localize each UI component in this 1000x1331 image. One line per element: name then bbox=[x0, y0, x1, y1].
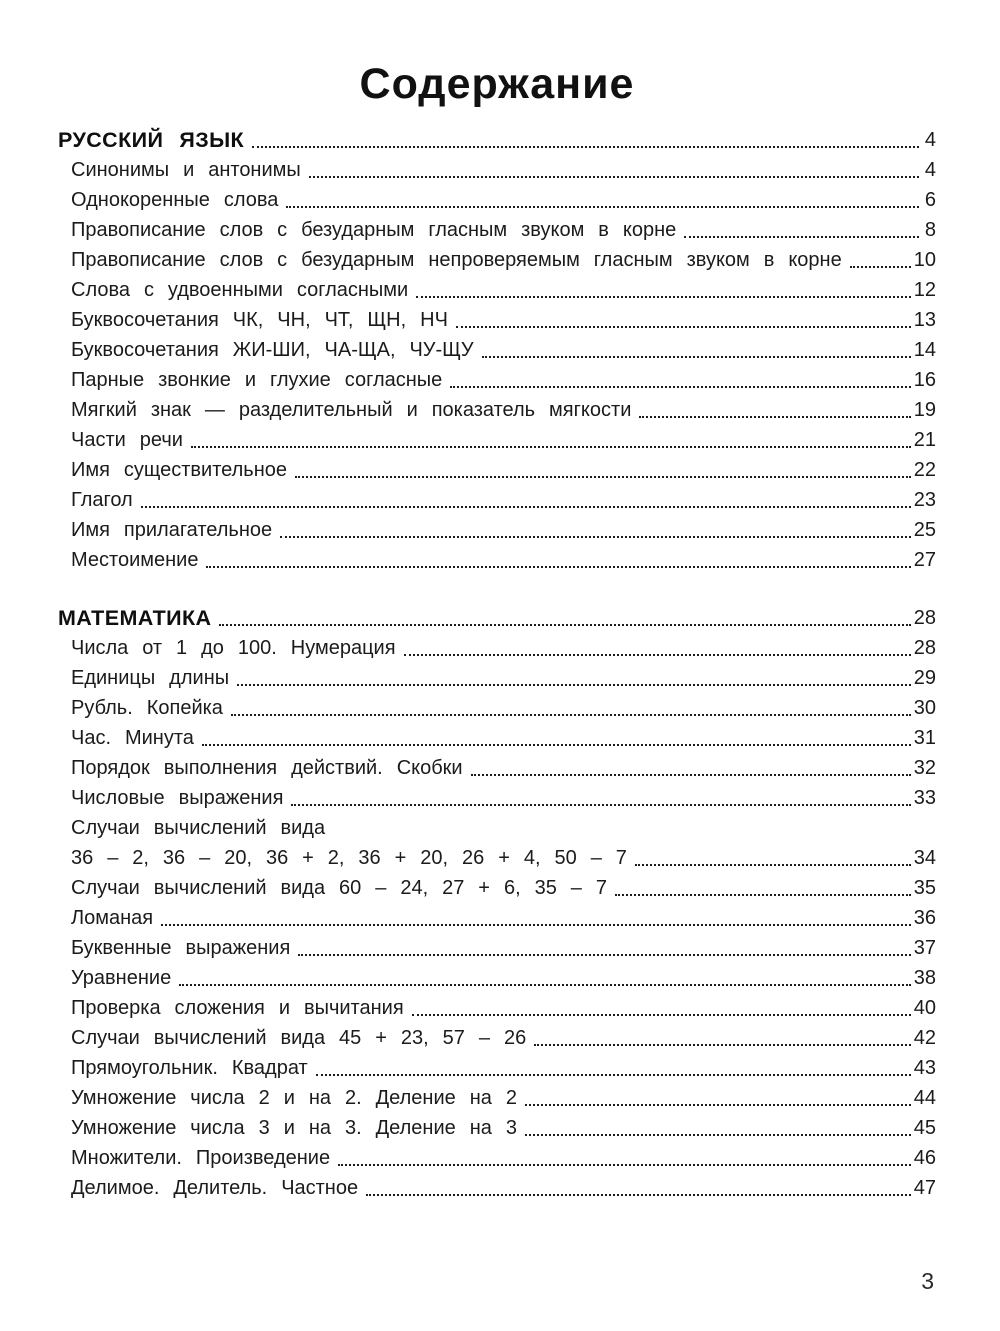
section-header-row bbox=[58, 603, 936, 633]
toc-entry-row bbox=[58, 395, 936, 425]
toc-entry-row bbox=[58, 155, 936, 185]
toc-entry-row bbox=[58, 275, 936, 305]
dot-leader bbox=[237, 684, 911, 686]
dot-leader bbox=[534, 1044, 911, 1046]
entry-page-number: 38 bbox=[913, 967, 936, 989]
dot-leader bbox=[471, 774, 911, 776]
dot-leader bbox=[525, 1134, 911, 1136]
entry-label: Ломаная bbox=[71, 907, 154, 929]
entry-page-number: 23 bbox=[913, 489, 936, 511]
entry-page-number: 31 bbox=[913, 727, 936, 749]
dot-leader bbox=[219, 624, 910, 626]
dot-leader bbox=[206, 566, 910, 568]
entry-label: Числовые выражения bbox=[71, 787, 284, 809]
entry-page-number: 33 bbox=[913, 787, 936, 809]
entry-page-number: 47 bbox=[913, 1177, 936, 1199]
dot-leader bbox=[252, 146, 919, 148]
section-page-number: 28 bbox=[913, 607, 936, 629]
dot-leader bbox=[309, 176, 919, 178]
dot-leader bbox=[202, 744, 911, 746]
dot-leader bbox=[416, 296, 911, 298]
toc-entry-row bbox=[58, 693, 936, 723]
entry-page-number: 6 bbox=[924, 189, 936, 211]
dot-leader bbox=[161, 924, 911, 926]
entry-page-number: 29 bbox=[913, 667, 936, 689]
page-number: 3 bbox=[921, 1268, 934, 1294]
toc-entry-row bbox=[58, 843, 936, 873]
dot-leader bbox=[404, 654, 911, 656]
entry-label: Числа от 1 до 100. Нумерация bbox=[71, 637, 396, 659]
entry-page-number: 45 bbox=[913, 1117, 936, 1139]
entry-page-number: 37 bbox=[913, 937, 936, 959]
toc-entry-row bbox=[58, 1023, 936, 1053]
entry-page-number: 40 bbox=[913, 997, 936, 1019]
dot-leader bbox=[366, 1194, 911, 1196]
dot-leader bbox=[298, 954, 910, 956]
entry-page-number: 8 bbox=[924, 219, 936, 241]
entry-label: Имя прилагательное bbox=[71, 519, 273, 541]
entry-label: Буквосочетания ЧК, ЧН, ЧТ, ЩН, НЧ bbox=[71, 309, 448, 331]
entry-label: Час. Минута bbox=[71, 727, 194, 749]
toc-entry-row bbox=[58, 873, 936, 903]
entry-page-number: 36 bbox=[913, 907, 936, 929]
entry-page-number: 14 bbox=[913, 339, 936, 361]
toc-entry-row bbox=[58, 903, 936, 933]
toc-entry-row bbox=[58, 365, 936, 395]
toc-entry-row bbox=[58, 933, 936, 963]
toc-entry-row bbox=[58, 1143, 936, 1173]
dot-leader bbox=[412, 1014, 911, 1016]
entry-page-number: 10 bbox=[913, 249, 936, 271]
entry-label: Мягкий знак — разделительный и показатель мягкости bbox=[71, 399, 632, 421]
entry-label: Случаи вычислений вида bbox=[71, 817, 326, 839]
dot-leader bbox=[280, 536, 911, 538]
dot-leader bbox=[639, 416, 910, 418]
toc-entry-row bbox=[58, 425, 936, 455]
entry-page-number: 22 bbox=[913, 459, 936, 481]
entry-label: Проверка сложения и вычитания bbox=[71, 997, 404, 1019]
entry-page-number: 34 bbox=[913, 847, 936, 869]
entry-page-number: 46 bbox=[913, 1147, 936, 1169]
toc-entry-row bbox=[58, 485, 936, 515]
dot-leader bbox=[615, 894, 911, 896]
toc-entry-row bbox=[58, 1113, 936, 1143]
dot-leader bbox=[525, 1104, 911, 1106]
entry-label: Буквосочетания ЖИ-ШИ, ЧА-ЩА, ЧУ-ЩУ bbox=[71, 339, 474, 361]
entry-label: Умножение числа 3 и на 3. Деление на 3 bbox=[71, 1117, 517, 1139]
toc-entry-row bbox=[58, 515, 936, 545]
toc-entry-row bbox=[58, 663, 936, 693]
entry-label: Делимое. Делитель. Частное bbox=[71, 1177, 359, 1199]
entry-label: Случаи вычислений вида 60 – 24, 27 + 6, 35 – 7 bbox=[71, 877, 607, 899]
section-page-number: 4 bbox=[924, 129, 936, 151]
entry-page-number: 25 bbox=[913, 519, 936, 541]
entry-label: Парные звонкие и глухие согласные bbox=[71, 369, 443, 391]
entry-label: Правописание слов с безударным непроверяемым гласным звуком в корне bbox=[71, 249, 842, 271]
entry-label: Прямоугольник. Квадрат bbox=[71, 1057, 308, 1079]
entry-page-number: 44 bbox=[913, 1087, 936, 1109]
entry-label: Буквенные выражения bbox=[71, 937, 291, 959]
toc-entry-row bbox=[58, 723, 936, 753]
dot-leader bbox=[482, 356, 911, 358]
entry-label: Порядок выполнения действий. Скобки bbox=[71, 757, 463, 779]
toc-entry-row bbox=[58, 993, 936, 1023]
entry-page-number: 12 bbox=[913, 279, 936, 301]
entry-page-number: 43 bbox=[913, 1057, 936, 1079]
toc-entry-row bbox=[58, 455, 936, 485]
entry-label: Слова с удвоенными согласными bbox=[71, 279, 409, 301]
entry-label: Имя существительное bbox=[71, 459, 287, 481]
toc-entry-row bbox=[58, 963, 936, 993]
dot-leader bbox=[450, 386, 910, 388]
dot-leader bbox=[850, 266, 911, 268]
entry-label: Правописание слов с безударным гласным звуком в корне bbox=[71, 219, 677, 241]
toc-entry-row bbox=[58, 1173, 936, 1203]
toc-entry-row bbox=[58, 305, 936, 335]
toc-entry-row bbox=[58, 245, 936, 275]
entry-page-number: 13 bbox=[913, 309, 936, 331]
toc-entry-row bbox=[58, 633, 936, 663]
toc-entry-row bbox=[58, 783, 936, 813]
entry-page-number: 16 bbox=[913, 369, 936, 391]
dot-leader bbox=[179, 984, 911, 986]
entry-label: Случаи вычислений вида 45 + 23, 57 – 26 bbox=[71, 1027, 527, 1049]
entry-page-number: 4 bbox=[924, 159, 936, 181]
dot-leader bbox=[456, 326, 911, 328]
entry-page-number: 28 bbox=[913, 637, 936, 659]
entry-label: Части речи bbox=[71, 429, 183, 451]
dot-leader bbox=[295, 476, 911, 478]
entry-label: Умножение числа 2 и на 2. Деление на 2 bbox=[71, 1087, 517, 1109]
toc-entry-row bbox=[58, 335, 936, 365]
entry-page-number: 30 bbox=[913, 697, 936, 719]
entry-label: Единицы длины bbox=[71, 667, 230, 689]
toc-entry-row bbox=[58, 545, 936, 575]
section-title: МАТЕМАТИКА bbox=[58, 606, 212, 630]
dot-leader bbox=[635, 864, 911, 866]
entry-label: Уравнение bbox=[71, 967, 172, 989]
toc-entry-row bbox=[58, 1053, 936, 1083]
entry-label: Местоимение bbox=[71, 549, 199, 571]
entry-label: Синонимы и антонимы bbox=[71, 159, 301, 181]
entry-page-number: 35 bbox=[913, 877, 936, 899]
entry-page-number: 42 bbox=[913, 1027, 936, 1049]
dot-leader bbox=[338, 1164, 911, 1166]
section-header-row bbox=[58, 125, 936, 155]
dot-leader bbox=[191, 446, 911, 448]
dot-leader bbox=[231, 714, 911, 716]
entry-page-number: 32 bbox=[913, 757, 936, 779]
toc-entry-row bbox=[58, 813, 936, 843]
entry-label: Однокоренные слова bbox=[71, 189, 279, 211]
entry-label: Рубль. Копейка bbox=[71, 697, 223, 719]
dot-leader bbox=[684, 236, 919, 238]
dot-leader bbox=[286, 206, 919, 208]
toc-entry-row bbox=[58, 185, 936, 215]
toc-entry-row bbox=[58, 215, 936, 245]
entry-label: Глагол bbox=[71, 489, 133, 511]
section-title: РУССКИЙ ЯЗЫК bbox=[58, 128, 245, 152]
toc-entry-row bbox=[58, 1083, 936, 1113]
toc-entry-row bbox=[58, 753, 936, 783]
page-title: Содержание bbox=[359, 60, 635, 108]
dot-leader bbox=[291, 804, 910, 806]
entry-page-number: 19 bbox=[913, 399, 936, 421]
dot-leader bbox=[316, 1074, 911, 1076]
dot-leader bbox=[141, 506, 911, 508]
entry-page-number: 21 bbox=[913, 429, 936, 451]
entry-page-number: 27 bbox=[913, 549, 936, 571]
entry-label: 36 – 2, 36 – 20, 36 + 2, 36 + 20, 26 + 4, 50 – 7 bbox=[71, 847, 627, 869]
entry-label: Множители. Произведение bbox=[71, 1147, 331, 1169]
toc-list bbox=[58, 125, 936, 1203]
